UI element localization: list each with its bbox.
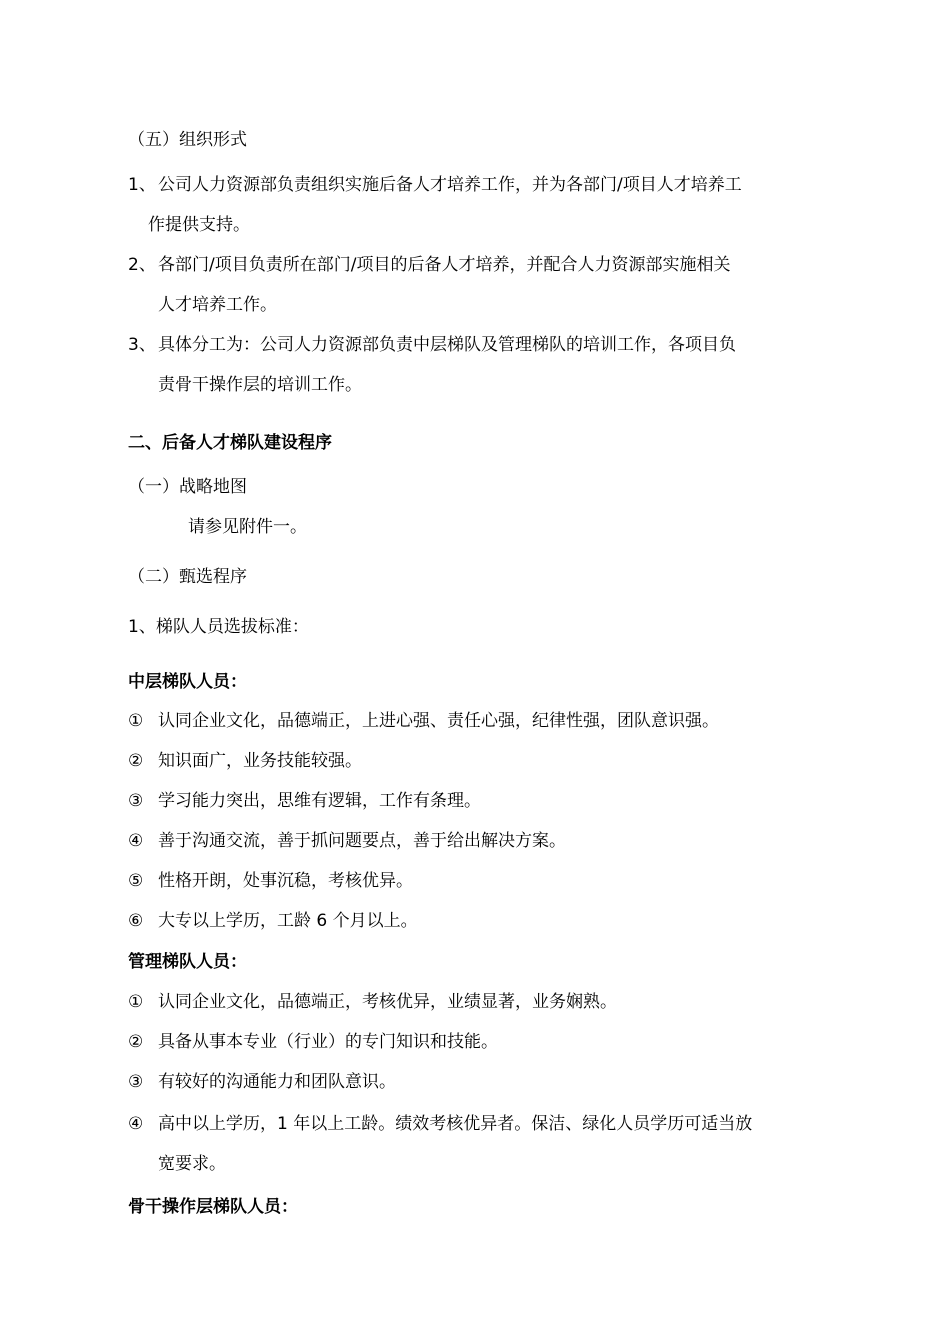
list-marker: ②	[128, 751, 144, 771]
list-item	[128, 910, 418, 932]
list-text: 各部门/项目负责所在部门/项目的后备人才培养，并配合人力资源部实施相关	[158, 255, 731, 275]
list-item	[128, 1071, 396, 1093]
list-item-continuation: 作提供支持。	[148, 215, 250, 235]
list-text: 学习能力突出，思维有逻辑，工作有条理。	[158, 791, 481, 811]
list-text: 高中以上学历，1 年以上工龄。绩效考核优异者。保洁、绿化人员学历可适当放	[158, 1114, 753, 1134]
group-title-management-level: 管理梯队人员：	[128, 952, 247, 972]
section-heading-organization: （五）组织形式	[128, 130, 247, 150]
list-marker: ①	[128, 992, 144, 1012]
list-item-continuation: 责骨干操作层的培训工作。	[158, 375, 362, 395]
list-item	[128, 1031, 498, 1053]
list-text: 具体分工为：公司人力资源部负责中层梯队及管理梯队的培训工作，各项目负	[158, 335, 736, 355]
list-text: 认同企业文化，品德端正，上进心强、责任心强，纪律性强，团队意识强。	[158, 711, 719, 731]
list-marker: ②	[128, 1032, 144, 1052]
list-item	[128, 790, 481, 812]
list-item	[128, 334, 736, 356]
list-marker: ⑥	[128, 911, 144, 931]
list-item	[128, 254, 730, 276]
list-marker: 1、	[128, 175, 156, 195]
list-marker: ①	[128, 711, 144, 731]
list-marker: ④	[128, 831, 144, 851]
list-item	[128, 750, 362, 772]
group-title-middle-level: 中层梯队人员：	[128, 672, 247, 692]
list-item	[128, 1113, 752, 1135]
list-item-continuation: 人才培养工作。	[158, 295, 277, 315]
paragraph: 请参见附件一。	[188, 517, 307, 537]
list-item-continuation: 宽要求。	[158, 1154, 226, 1174]
list-text: 具备从事本专业（行业）的专门知识和技能。	[158, 1032, 498, 1052]
list-text: 有较好的沟通能力和团队意识。	[158, 1072, 396, 1092]
chapter-title: 二、后备人才梯队建设程序	[128, 433, 332, 453]
list-item	[128, 991, 617, 1013]
list-item	[128, 830, 566, 852]
list-text: 知识面广，业务技能较强。	[158, 751, 362, 771]
list-marker: ④	[128, 1114, 144, 1134]
list-marker: ③	[128, 791, 144, 811]
list-text: 善于沟通交流，善于抓问题要点，善于给出解决方案。	[158, 831, 566, 851]
list-item	[128, 870, 413, 892]
list-marker: ⑤	[128, 871, 144, 891]
list-marker: 2、	[128, 255, 156, 275]
subsection-heading-strategy-map: （一）战略地图	[128, 477, 247, 497]
list-marker: 3、	[128, 335, 156, 355]
list-item	[128, 710, 719, 732]
list-text: 认同企业文化，品德端正，考核优异，业绩显著，业务娴熟。	[158, 992, 617, 1012]
list-text: 公司人力资源部负责组织实施后备人才培养工作，并为各部门/项目人才培养工	[158, 175, 742, 195]
list-item	[128, 174, 742, 196]
subsection-heading-selection: （二）甄选程序	[128, 567, 247, 587]
list-text: 大专以上学历，工龄 6 个月以上。	[158, 911, 418, 931]
group-title-backbone-level: 骨干操作层梯队人员：	[128, 1197, 298, 1217]
list-text: 性格开朗，处事沉稳，考核优异。	[158, 871, 413, 891]
list-item: 1、梯队人员选拔标准：	[128, 617, 309, 637]
list-marker: ③	[128, 1072, 144, 1092]
